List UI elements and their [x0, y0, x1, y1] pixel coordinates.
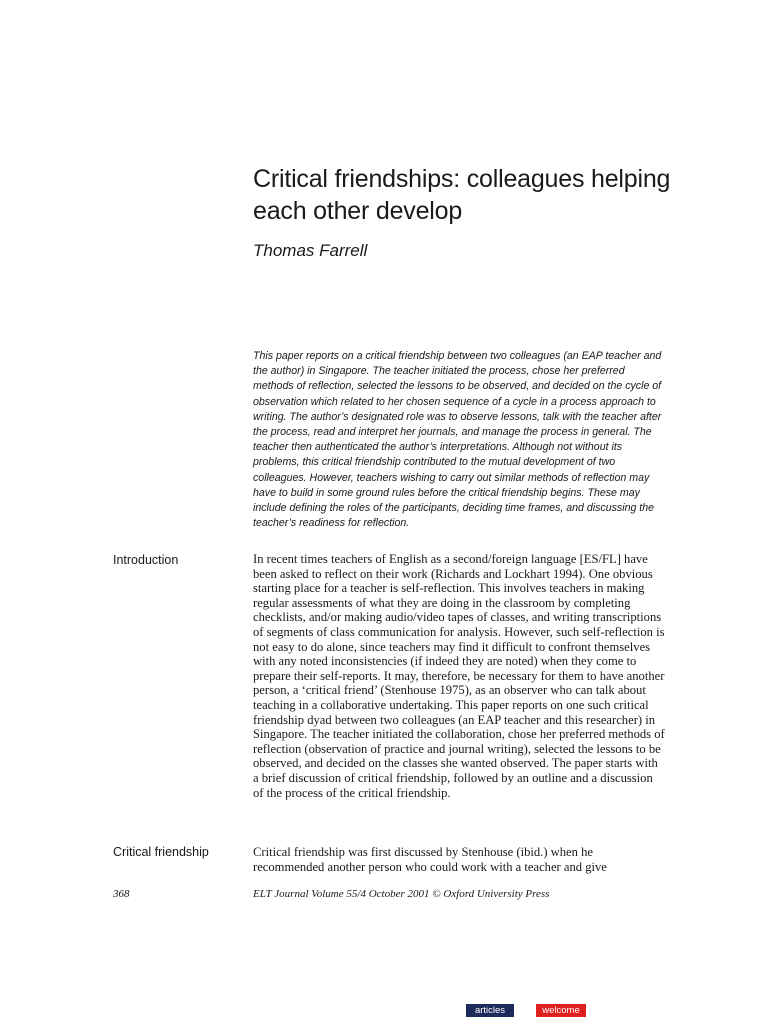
page-number: 368: [113, 888, 130, 900]
section-text-introduction: In recent times teachers of English as a second/foreign language [ES/FL] have been asked to reflect on their work (Richards and Lockhart 1994). One obvious starting place for a teacher is self-reflection. This involves teachers in making regular assessments of what they are doing in the classroom by completing checklists, and/or making audio/video tapes of classes, and writing transcriptions of segments of class communication for analysis. However, such self-reflection is not easy to do alone, since teachers may find it difficult to confront themselves with any noted inconsistencies (if indeed they are noted) when they come to prepare their self-reports. It may, therefore, be necessary for them to have another person, a ‘critical friend’ (Stenhouse 1975), as an observer who can talk about teaching in a collaborative undertaking. This paper reports on one such critical friendship dyad between two colleagues (an EAP teacher and this researcher) in Singapore. The teacher initiated the collaboration, chose her preferred methods of reflection (observation of practice and journal writing), selected the lessons to be observed, and decided on the classes she wanted observed. The paper starts with a brief discussion of critical friendship, followed by an outline and a discussion of the process of the critical friendship.: [253, 552, 665, 800]
section-heading-introduction: Introduction: [113, 553, 179, 567]
article-abstract: This paper reports on a critical friendship between two colleagues (an EAP teacher and the author) in Singapore. The teacher initiated the process, chose her preferred methods of reflection, selected the lessons to be observed, and decided on the cycle of observation which related to her chosen sequence of a cycle in a process approach to writing. The author’s designated role was to observe lessons, talk with the teacher after the process, read and interpret her journals, and manage the process in general. The teacher then authenticated the author’s interpretations. Although not without its problems, this critical friendship contributed to the mutual development of two colleagues. However, teachers wishing to carry out similar methods of reflection may have to build in some ground rules before the critical friendship begins. These may include defining the roles of the participants, deciding time frames, and discussing the teacher’s readiness for reflection.: [253, 350, 662, 530]
journal-citation: ELT Journal Volume 55/4 October 2001 © Oxford University Press: [253, 888, 550, 900]
section-text-critical-friendship: Critical friendship was first discussed by Stenhouse (ibid.) when he recommended another person who could work with a teacher and give: [253, 845, 607, 874]
section-heading-critical-friendship: Critical friendship: [113, 845, 209, 859]
articles-button[interactable]: articles: [466, 1004, 514, 1017]
welcome-button[interactable]: welcome: [536, 1004, 586, 1017]
article-title: Critical friendships: colleagues helping each other develop: [253, 165, 671, 225]
article-author: Thomas Farrell: [253, 241, 368, 260]
